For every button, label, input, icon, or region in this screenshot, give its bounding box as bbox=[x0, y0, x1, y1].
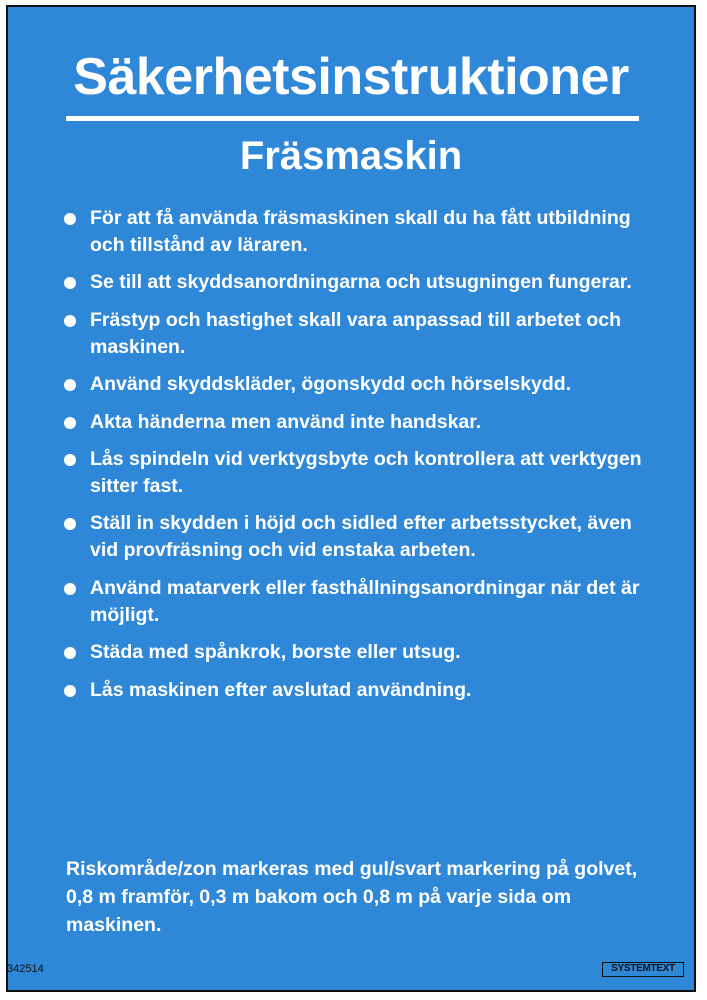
bullet-icon bbox=[64, 647, 76, 659]
bullet-icon bbox=[64, 417, 76, 429]
instruction-item bbox=[64, 371, 664, 398]
bullet-icon bbox=[64, 583, 76, 595]
bullet-icon bbox=[64, 213, 76, 225]
instruction-text: Lås maskinen efter avslutad användning. bbox=[90, 678, 472, 701]
risk-zone-note: Riskområde/zon markeras med gul/svart markering på golvet, 0,8 m framför, 0,3 m bakom och 0,8 m på varje sida om maskinen. bbox=[66, 858, 638, 936]
bullet-icon bbox=[64, 315, 76, 327]
brand-logo: SYSTEMTEXT bbox=[602, 962, 684, 977]
bullet-icon bbox=[64, 454, 76, 466]
instruction-text: Frästyp och hastighet skall vara anpassad till arbetet och maskinen. bbox=[90, 308, 622, 358]
instruction-item bbox=[64, 307, 664, 361]
instruction-text: Se till att skyddsanordningarna och utsugningen fungerar. bbox=[90, 271, 632, 294]
instruction-item bbox=[64, 205, 664, 259]
title-divider bbox=[66, 116, 639, 121]
instruction-text: För att få använda fräsmaskinen skall du ha fått utbildning och tillstånd av läraren. bbox=[90, 207, 631, 256]
product-code: 342514 bbox=[7, 963, 44, 975]
sign-subtitle: Fräsmaskin bbox=[239, 134, 463, 178]
instruction-text: Använd matarverk eller fasthållningsanordningar när det är möjligt. bbox=[90, 576, 640, 626]
instruction-item bbox=[64, 446, 664, 500]
sign-title: Säkerhetsinstruktioner bbox=[73, 48, 629, 106]
bullet-icon bbox=[64, 277, 76, 289]
instruction-item bbox=[64, 677, 664, 704]
instruction-text: Städa med spånkrok, borste eller utsug. bbox=[90, 641, 461, 664]
bullet-icon bbox=[64, 379, 76, 391]
instruction-item bbox=[64, 639, 664, 666]
instruction-text: Ställ in skydden i höjd och sidled efter arbetsstycket, även vid provfräsning och vid enstaka arbeten. bbox=[90, 512, 632, 562]
instruction-list bbox=[64, 205, 664, 704]
instruction-item bbox=[64, 409, 664, 436]
instruction-text: Använd skyddskläder, ögonskydd och hörselskydd. bbox=[90, 373, 572, 396]
safety-sign bbox=[6, 5, 696, 992]
instruction-item bbox=[64, 269, 664, 296]
bullet-icon bbox=[64, 685, 76, 697]
bullet-icon bbox=[64, 518, 76, 530]
instruction-item bbox=[64, 510, 664, 564]
instruction-text: Akta händerna men använd inte handskar. bbox=[90, 410, 482, 433]
instruction-item bbox=[64, 575, 664, 629]
instruction-text: Lås spindeln vid verktygsbyte och kontrollera att verktygen sitter fast. bbox=[90, 447, 642, 497]
